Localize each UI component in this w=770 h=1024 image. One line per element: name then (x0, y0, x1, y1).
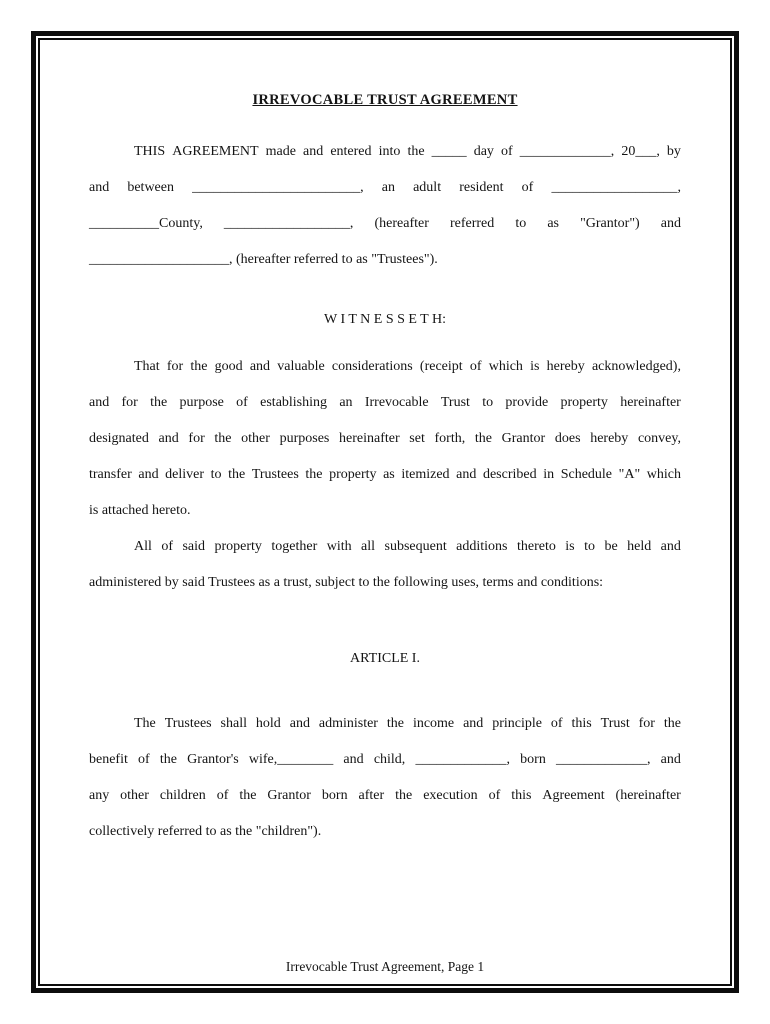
text-line: benefit of the Grantor's wife,________ and child, _____________, born _____________, and (89, 752, 681, 767)
text-line: administered by said Trustees as a trust, subject to the following uses, terms and conditions: (89, 575, 604, 590)
text-line: The Trustees shall hold and administer the income and principle of this Trust for the (134, 716, 681, 731)
witnesseth-heading: W I T N E S S E T H: (323, 312, 446, 327)
text-line: __________County, __________________, (hereafter referred to as "Grantor") and (89, 216, 681, 231)
text-line: designated and for the other purposes hereinafter set forth, the Grantor does hereby convey, (89, 431, 681, 446)
text-line: That for the good and valuable considerations (receipt of which is hereby acknowledged), (134, 359, 681, 374)
text-line: and between ________________________, an adult resident of __________________, (89, 180, 681, 195)
text-line: and for the purpose of establishing an Irrevocable Trust to provide property hereinafter (89, 395, 681, 410)
text-line: any other children of the Grantor born after the execution of this Agreement (hereinafter (89, 788, 681, 803)
text-line: All of said property together with all subsequent additions thereto is to be held and (134, 539, 681, 554)
paragraph-intro (89, 134, 681, 278)
text-line: is attached hereto. (89, 503, 191, 518)
article-1-heading: ARTICLE I. (350, 651, 420, 666)
paragraph-consideration (89, 349, 681, 529)
text-line: ____________________, (hereafter referred to as "Trustees"). (89, 252, 438, 267)
page-border-frame (31, 31, 739, 993)
text-line: THIS AGREEMENT made and entered into the _____ day of _____________, 20___, by (134, 144, 681, 159)
paragraph-property (89, 529, 681, 601)
document-page (40, 40, 730, 984)
page-footer: Irrevocable Trust Agreement, Page 1 (285, 959, 485, 974)
page-border-inner-line (38, 38, 732, 986)
paragraph-beneficiaries (89, 706, 681, 850)
text-line: collectively referred to as the "children"). (89, 824, 322, 839)
page-title: IRREVOCABLE TRUST AGREEMENT (252, 92, 518, 108)
text-line: transfer and deliver to the Trustees the property as itemized and described in Schedule "A" which (89, 467, 681, 482)
